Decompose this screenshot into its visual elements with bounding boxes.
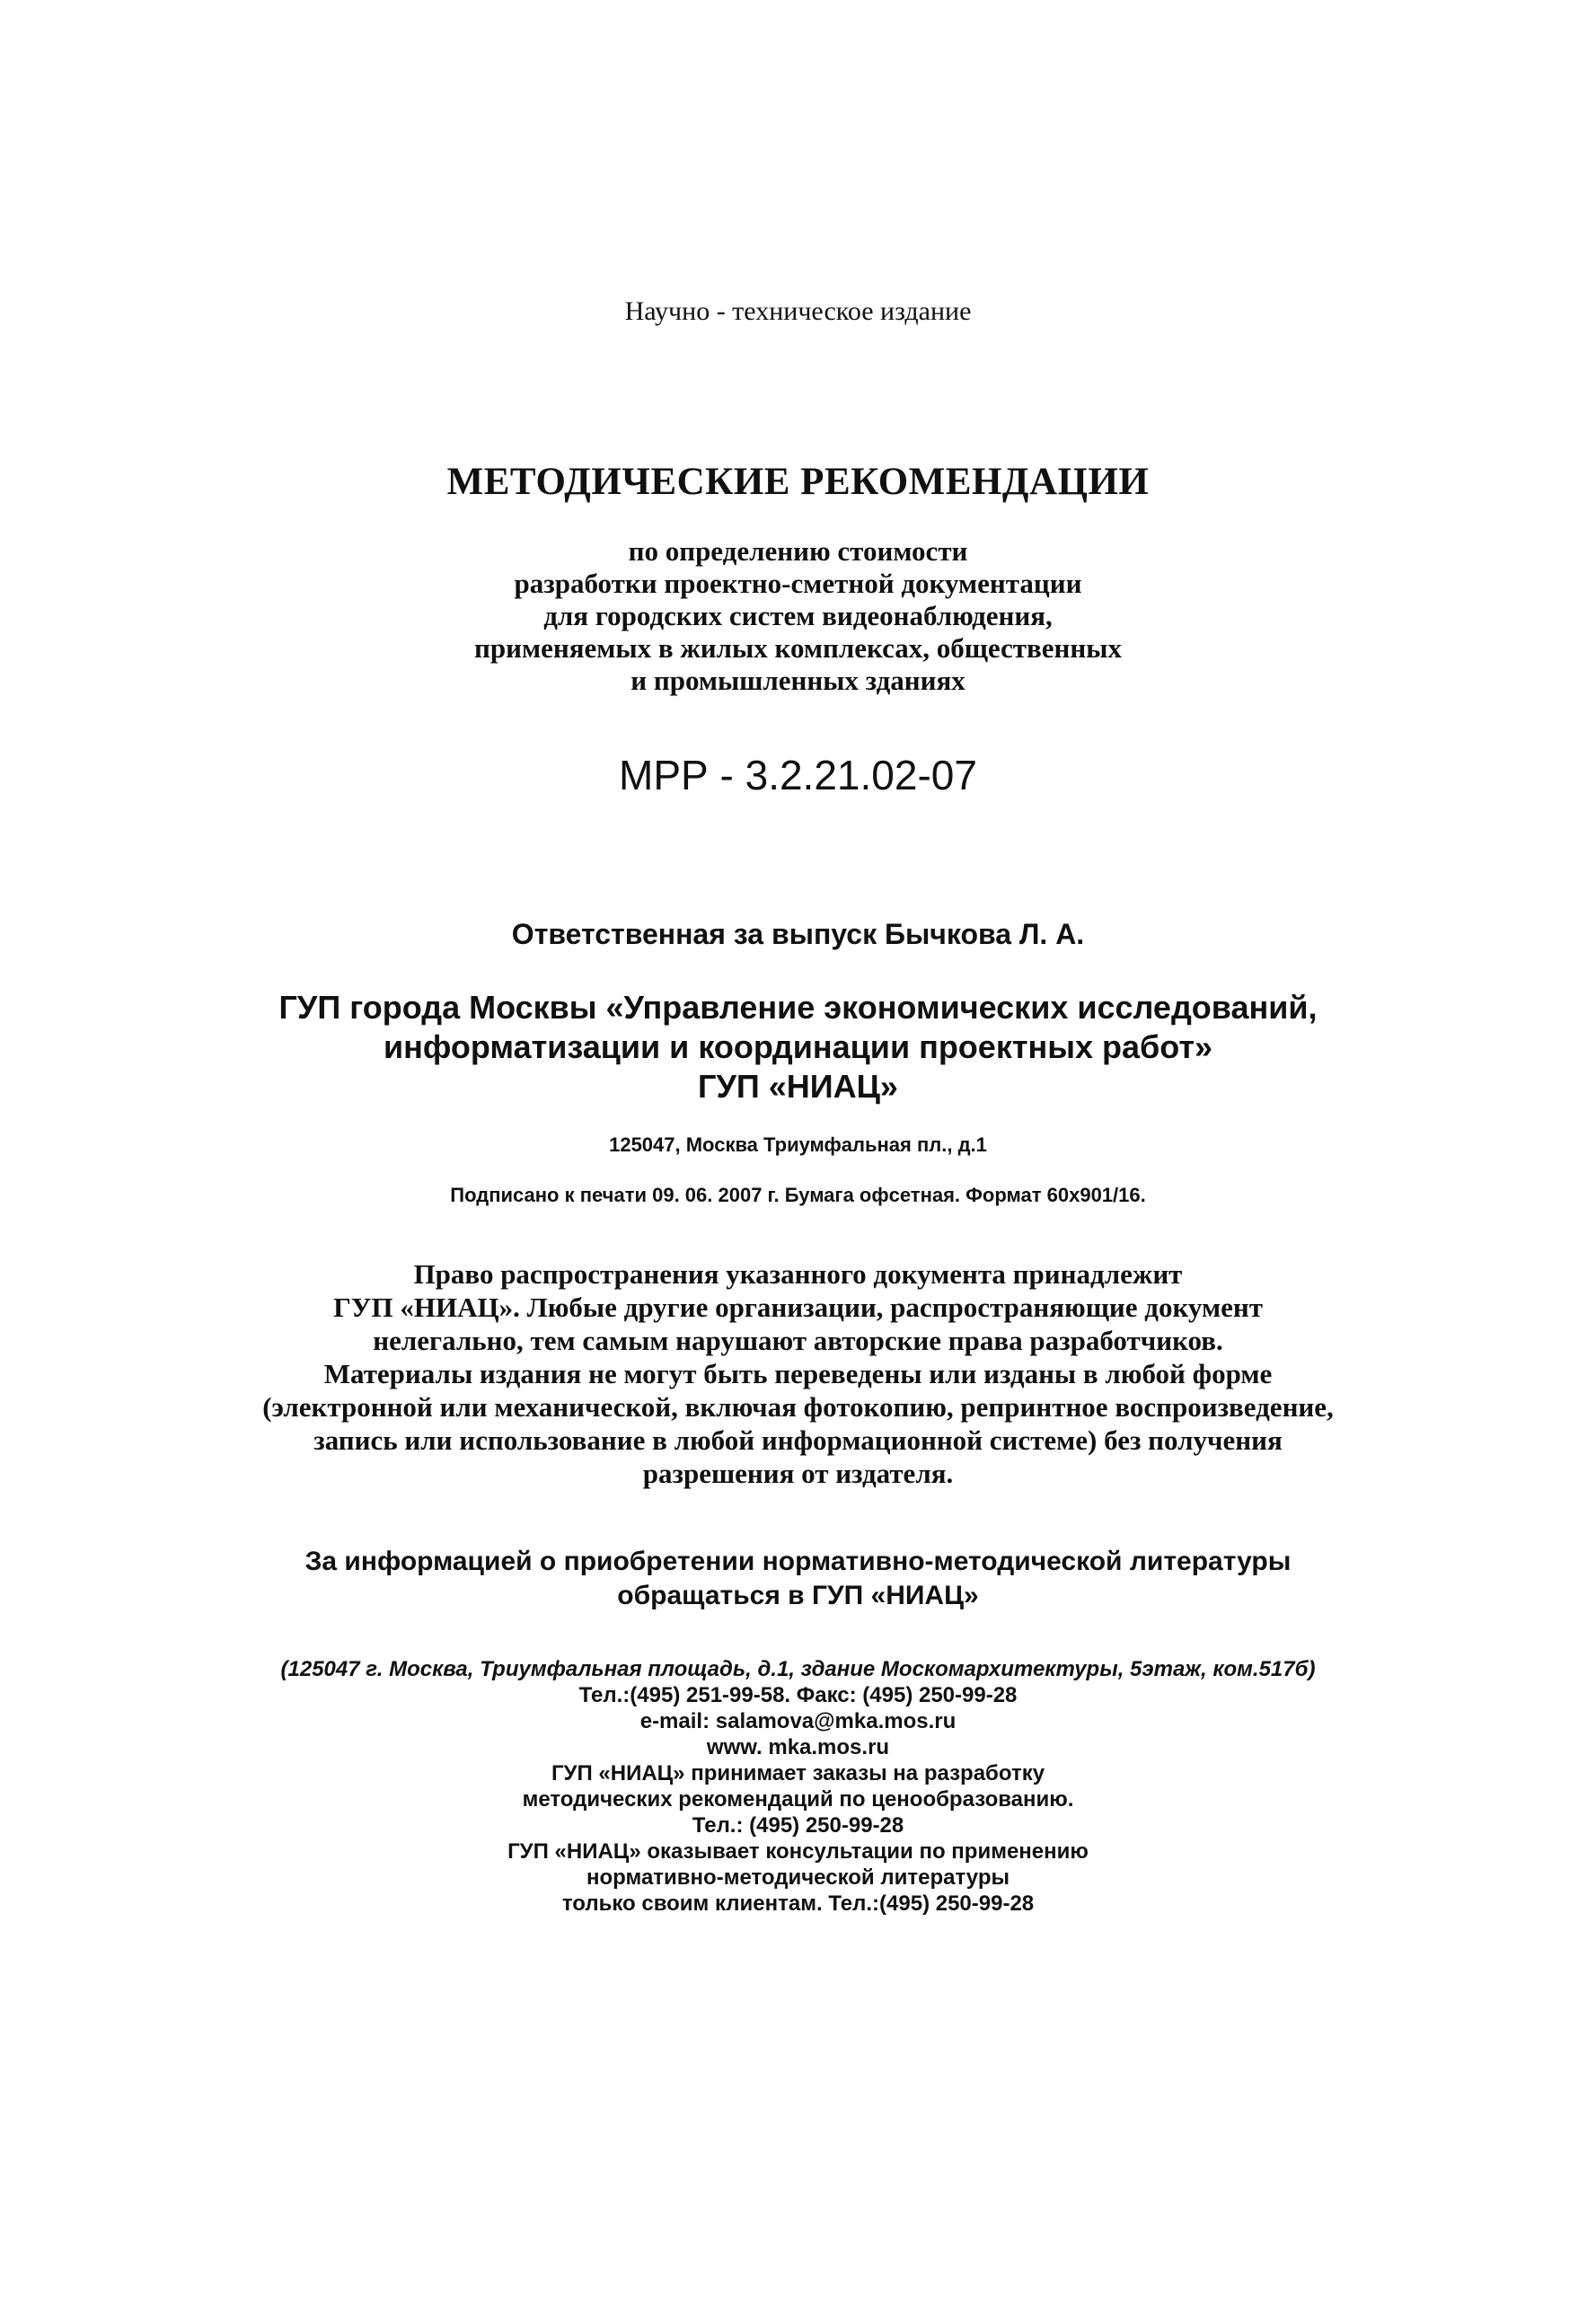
- subtitle-line: разработки проектно-сметной документации: [514, 568, 1082, 599]
- subtitle-line: применяемых в жилых комплексах, общественных: [474, 632, 1122, 664]
- subtitle-line: и промышленных зданиях: [630, 665, 966, 696]
- organization-line: ГУП города Москвы «Управление экономических исследований,: [278, 989, 1318, 1026]
- contact-website: www. mka.mos.ru: [706, 1735, 890, 1759]
- orders-line: ГУП «НИАЦ» принимает заказы на разработку: [551, 1761, 1045, 1785]
- document-title: МЕТОДИЧЕСКИЕ РЕКОМЕНДАЦИИ: [446, 461, 1150, 503]
- info-line: За информацией о приобретении нормативно-методической литературы: [304, 1547, 1292, 1576]
- consult-line: ГУП «НИАЦ» оказывает консультации по применению: [507, 1839, 1089, 1864]
- contact-phone-fax: Тел.:(495) 251-99-58. Факс: (495) 250-99-28: [578, 1683, 1018, 1707]
- orders-line: методических рекомендаций по ценообразованию.: [522, 1787, 1074, 1812]
- contact-address: (125047 г. Москва, Триумфальная площадь, д.1, здание Москомархитектуры, 5этаж, ком.517б): [280, 1657, 1316, 1681]
- responsible-person: Ответственная за выпуск Бычкова Л. А.: [511, 918, 1085, 950]
- info-line: обращаться в ГУП «НИАЦ»: [617, 1581, 979, 1610]
- organization-line: информатизации и координации проектных работ»: [384, 1028, 1212, 1065]
- rights-line: Материалы издания не могут быть переведены или изданы в любой форме: [323, 1358, 1273, 1389]
- rights-line: нелегально, тем самым нарушают авторские права разработчиков.: [373, 1325, 1223, 1356]
- rights-line: разрешения от издателя.: [642, 1458, 954, 1489]
- rights-line: (электронной или механической, включая фотокопию, репринтное воспроизведение,: [262, 1391, 1334, 1423]
- organization-line: ГУП «НИАЦ»: [698, 1068, 898, 1105]
- subtitle-line: для городских систем видеонаблюдения,: [543, 600, 1053, 631]
- consult-line: только своим клиентам. Тел.:(495) 250-99-28: [561, 1891, 1035, 1916]
- print-info: Подписано к печати 09. 06. 2007 г. Бумага офсетная. Формат 60х901/16.: [450, 1184, 1146, 1206]
- rights-line: ГУП «НИАЦ». Любые другие организации, распространяющие документ: [333, 1292, 1263, 1323]
- rights-line: запись или использование в любой информационной системе) без получения: [313, 1424, 1283, 1456]
- orders-phone: Тел.: (495) 250-99-28: [692, 1813, 904, 1838]
- edition-type: Научно - техническое издание: [624, 296, 972, 326]
- subtitle-line: по определению стоимости: [628, 535, 968, 567]
- rights-line: Право распространения указанного документа принадлежит: [413, 1258, 1183, 1290]
- organization-address: 125047, Москва Триумфальная пл., д.1: [609, 1133, 987, 1156]
- document-code: МРР - 3.2.21.02-07: [619, 752, 977, 798]
- consult-line: нормативно-методической литературы: [586, 1865, 1010, 1890]
- contact-email: e-mail: salamova@mka.mos.ru: [639, 1709, 957, 1733]
